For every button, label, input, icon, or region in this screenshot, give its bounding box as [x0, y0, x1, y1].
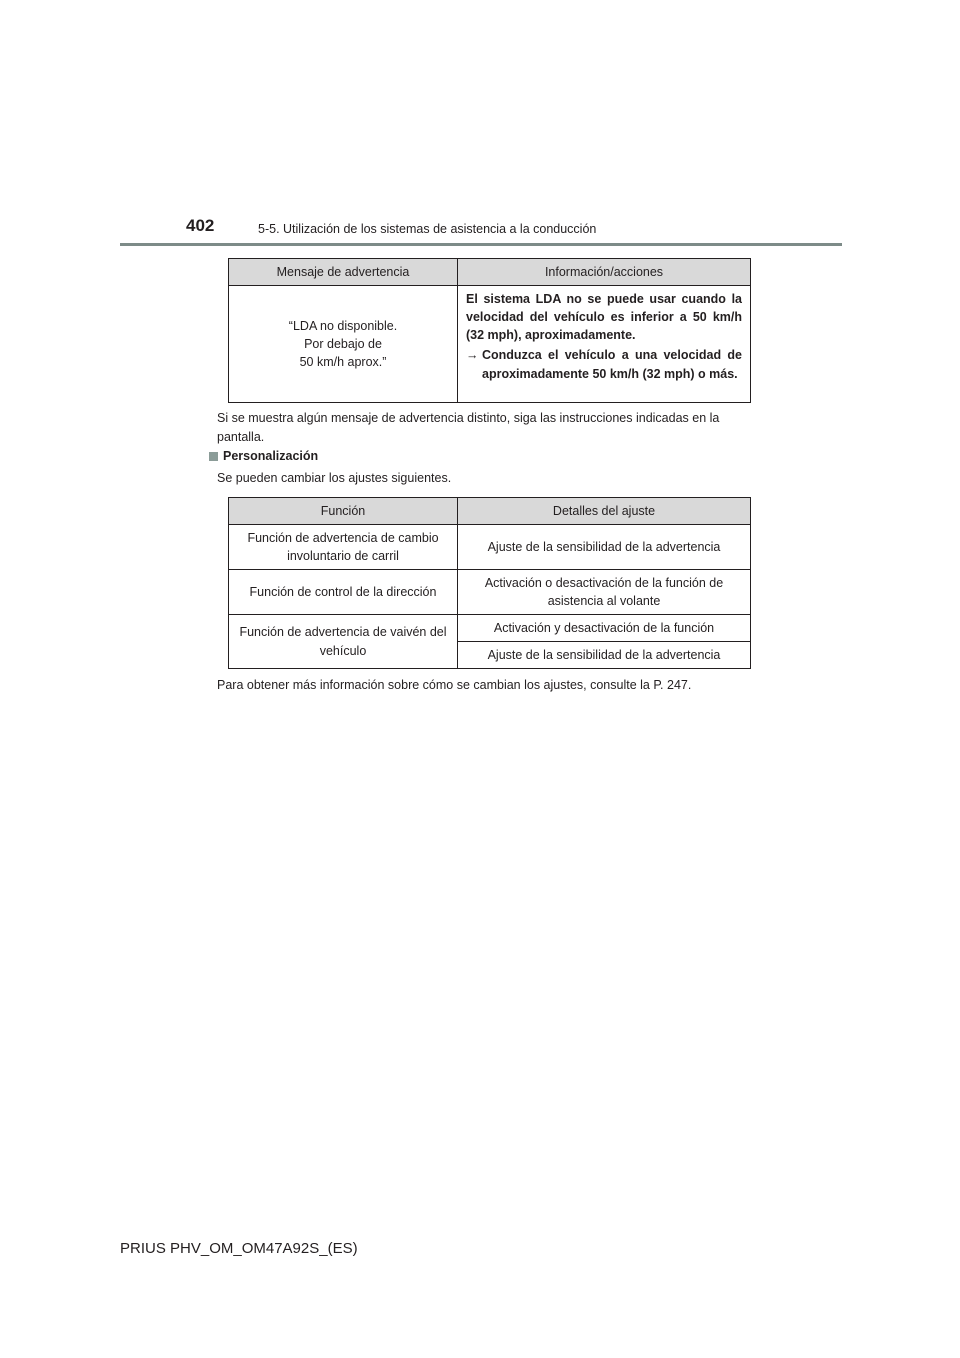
customization-heading [209, 449, 318, 463]
message-line: 50 km/h aprox.” [299, 355, 387, 370]
details-cell: Activación o desactivación de la función de asistencia al volante [458, 570, 751, 615]
table-header-row [229, 259, 751, 286]
warning-message-cell [229, 286, 458, 403]
settings-table [228, 497, 751, 669]
arrow-right-icon: → [466, 348, 479, 363]
function-cell: Función de advertencia de vaivén del vehículo [229, 615, 458, 669]
function-cell: Función de control de la dirección [229, 570, 458, 615]
column-header-message: Mensaje de advertencia [229, 259, 458, 286]
info-main-text: El sistema LDA no se puede usar cuando la velocidad del vehículo es inferior a 50 km/h (32 mph), aproximadamente. [466, 292, 742, 343]
customization-intro: Se pueden cambiar los ajustes siguientes. [217, 471, 452, 485]
section-title: 5-5. Utilización de los sistemas de asistencia a la conducción [258, 222, 597, 236]
table-row [229, 615, 751, 642]
info-actions-cell [458, 286, 751, 403]
info-action-text: Conduzca el vehículo a una velocidad de aproximadamente 50 km/h (32 mph) o más. [482, 348, 742, 381]
message-line: “LDA no disponible. [288, 318, 398, 333]
table-header-row [229, 498, 751, 525]
column-header-details: Detalles del ajuste [458, 498, 751, 525]
note-paragraph: Si se muestra algún mensaje de advertencia distinto, siga las instrucciones indicadas en la pantalla. [217, 411, 720, 444]
reference-paragraph: Para obtener más información sobre cómo se cambian los ajustes, consulte la P. 247. [217, 678, 692, 692]
warning-message-table [228, 258, 751, 403]
page-number: 402 [186, 216, 215, 235]
table-row [229, 286, 751, 403]
details-cell: Ajuste de la sensibilidad de la advertencia [458, 525, 751, 570]
message-line: Por debajo de [304, 336, 382, 351]
details-cell: Activación y desactivación de la función [458, 615, 751, 642]
header-rule [120, 243, 842, 246]
function-cell: Función de advertencia de cambio involuntario de carril [229, 525, 458, 570]
table-row [229, 525, 751, 570]
document-code: PRIUS PHV_OM_OM47A92S_(ES) [120, 1240, 358, 1257]
column-header-function: Función [229, 498, 458, 525]
info-action [466, 346, 742, 382]
square-bullet-icon [209, 452, 218, 461]
table-row [229, 570, 751, 615]
details-cell: Ajuste de la sensibilidad de la advertencia [458, 642, 751, 669]
customization-heading-text: Personalización [223, 449, 319, 463]
column-header-info: Información/acciones [458, 259, 751, 286]
